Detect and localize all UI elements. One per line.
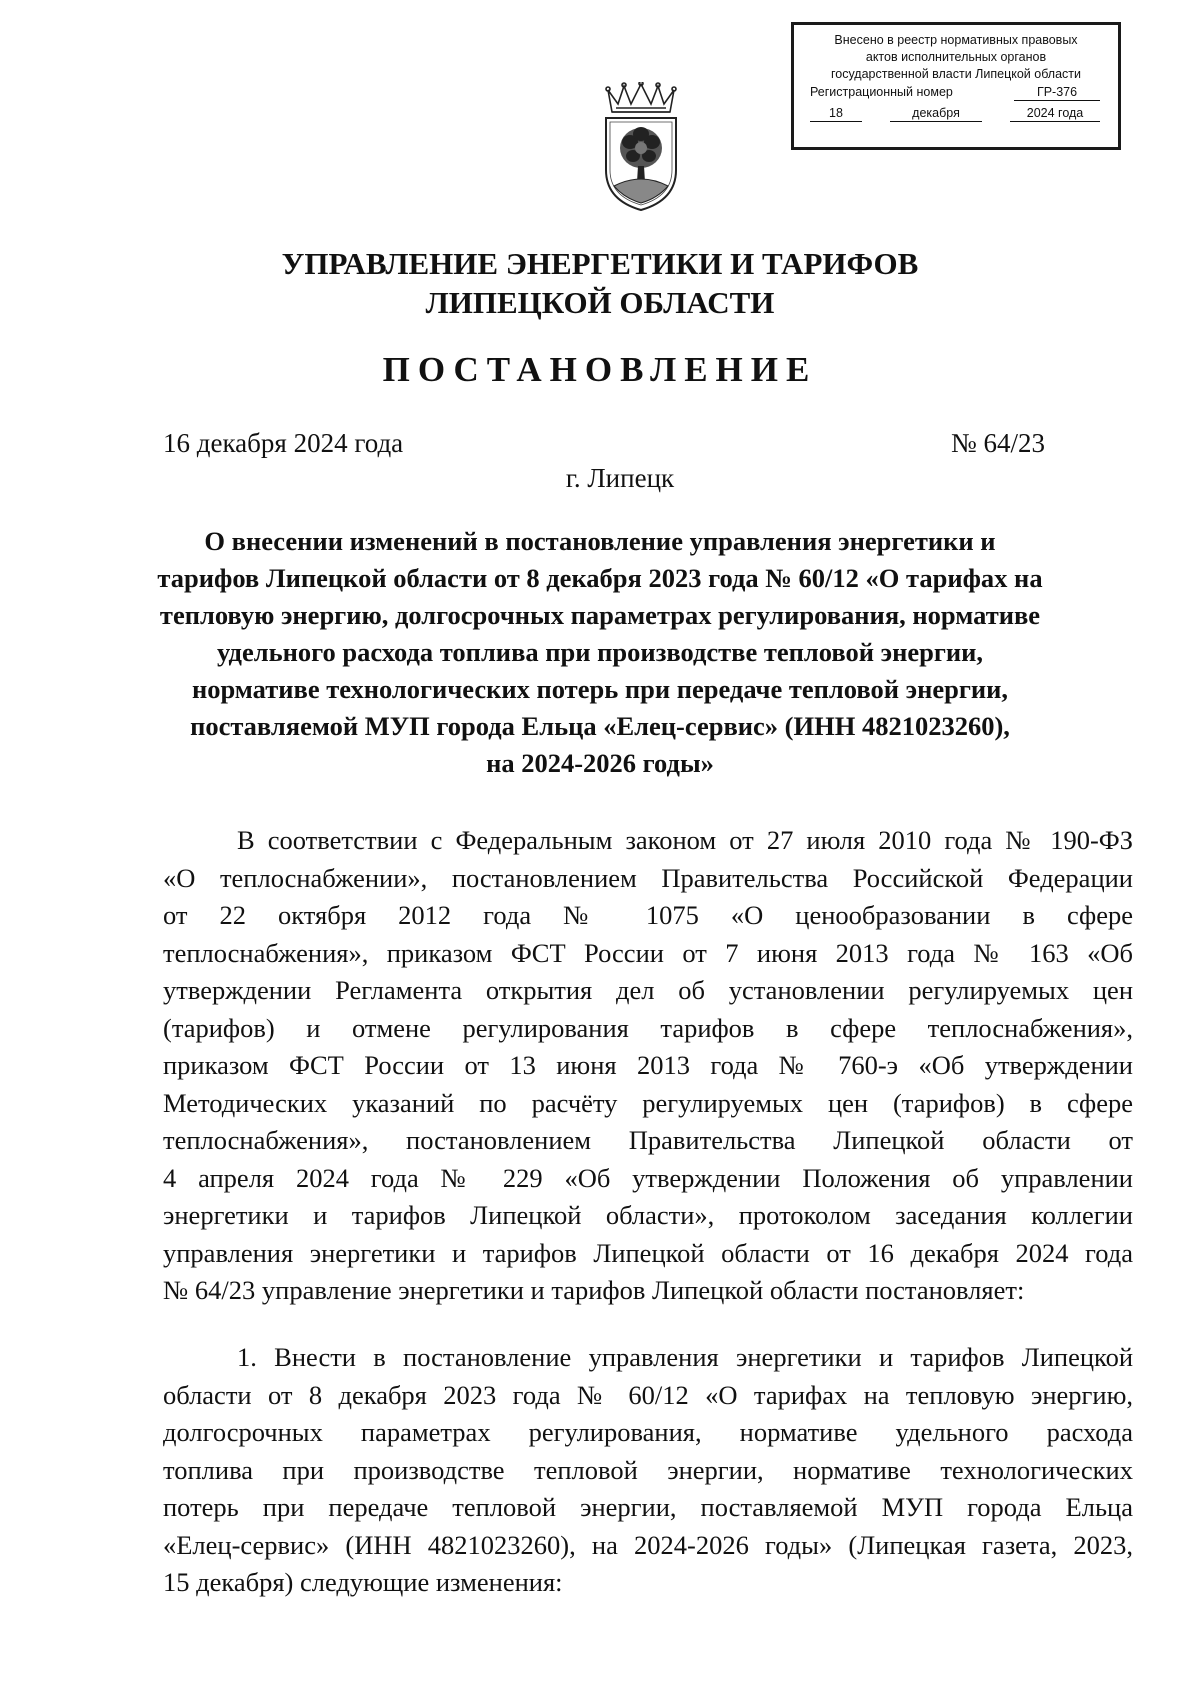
stamp-line-3: государственной власти Липецкой области <box>830 67 1082 81</box>
stamp-year: 2024 года <box>1010 106 1100 122</box>
paragraph-line: от 22 октября 2012 года № 1075 «О ценообразовании в сфере <box>163 900 1133 930</box>
paragraph-line: потерь при передаче тепловой энергии, поставляемой МУП города Ельца <box>163 1492 1133 1522</box>
paragraph-line: приказом ФСТ России от 13 июня 2013 года № 760-э «Об утверждении <box>163 1050 1133 1080</box>
stamp-reg-label: Регистрационный номер <box>810 85 953 99</box>
title-line: поставляемой МУП города Ельца «Елец-сервис» (ИНН 4821023260), <box>190 711 1010 741</box>
document-number: № 64/23 <box>951 428 1046 458</box>
title-line: тарифов Липецкой области от 8 декабря 2023 года № 60/12 «О тарифах на <box>157 563 1043 593</box>
paragraph-line: 1. Внести в постановление управления энергетики и тарифов Липецкой <box>237 1342 1133 1372</box>
paragraph-line: утверждении Регламента открытия дел об установлении регулируемых цен <box>163 975 1133 1005</box>
paragraph-line: В соответствии с Федеральным законом от 27 июля 2010 года № 190-ФЗ <box>237 825 1133 855</box>
paragraph-line: теплоснабжения», приказом ФСТ России от 7 июня 2013 года № 163 «Об <box>163 937 1133 968</box>
title-line: тепловую энергию, долгосрочных параметрах регулирования, нормативе <box>159 600 1041 630</box>
stamp-day: 18 <box>810 106 862 122</box>
preamble-paragraph <box>163 822 1133 1310</box>
clause-1-paragraph <box>163 1339 1133 1602</box>
paragraph-line: (тарифов) и отмене регулирования тарифов в сфере теплоснабжения», <box>163 1012 1133 1043</box>
title-line: О внесении изменений в постановление управления энергетики и <box>204 526 996 556</box>
paragraph-line: области от 8 декабря 2023 года № 60/12 «О тарифах на тепловую энергию, <box>163 1379 1133 1410</box>
organization-name-line-2: ЛИПЕЦКОЙ ОБЛАСТИ <box>425 285 775 320</box>
stamp-reg-number: ГР-376 <box>1014 85 1100 101</box>
paragraph-line: энергетики и тарифов Липецкой области», протоколом заседания коллегии <box>163 1200 1133 1230</box>
paragraph-line: теплоснабжения», постановлением Правительства Липецкой области от <box>163 1125 1133 1155</box>
organization-name <box>0 244 1200 322</box>
stamp-reg-row <box>794 84 1118 101</box>
stamp-month: декабря <box>890 106 982 122</box>
paragraph-line: долгосрочных параметрах регулирования, нормативе удельного расхода <box>163 1417 1133 1447</box>
registry-stamp <box>791 22 1121 150</box>
title-line: нормативе технологических потерь при передаче тепловой энергии, <box>191 674 1009 704</box>
paragraph-line: Методических указаний по расчёту регулируемых цен (тарифов) в сфере <box>163 1087 1133 1118</box>
paragraph-line: «О теплоснабжении», постановлением Правительства Российской Федерации <box>163 862 1133 893</box>
document-date: 16 декабря 2024 года <box>163 428 404 458</box>
paragraph-line: 4 апреля 2024 года № 229 «Об утверждении Положения об управлении <box>163 1162 1133 1193</box>
coat-of-arms-icon <box>600 82 682 212</box>
title-line: удельного расхода топлива при производстве тепловой энергии, <box>216 637 984 667</box>
document-title <box>150 523 1050 782</box>
paragraph-line: № 64/23 управление энергетики и тарифов Липецкой области постановляет: <box>163 1275 1025 1305</box>
paragraph-line: управления энергетики и тарифов Липецкой области от 16 декабря 2024 года <box>163 1237 1133 1268</box>
paragraph-line: 15 декабря) следующие изменения: <box>163 1567 563 1597</box>
stamp-line-1: Внесено в реестр нормативных правовых <box>834 33 1078 47</box>
document-type: ПОСТАНОВЛЕНИЕ <box>382 350 818 389</box>
organization-name-line-1: УПРАВЛЕНИЕ ЭНЕРГЕТИКИ И ТАРИФОВ <box>281 246 919 281</box>
paragraph-line: топлива при производстве тепловой энергии, нормативе технологических <box>163 1454 1133 1485</box>
stamp-line-2: актов исполнительных органов <box>865 50 1047 64</box>
paragraph-line: «Елец-сервис» (ИНН 4821023260), на 2024-2026 годы» (Липецкая газета, 2023, <box>163 1529 1133 1560</box>
stamp-date-row <box>794 106 1118 122</box>
document-city: г. Липецк <box>565 463 675 493</box>
title-line: на 2024-2026 годы» <box>486 748 714 778</box>
